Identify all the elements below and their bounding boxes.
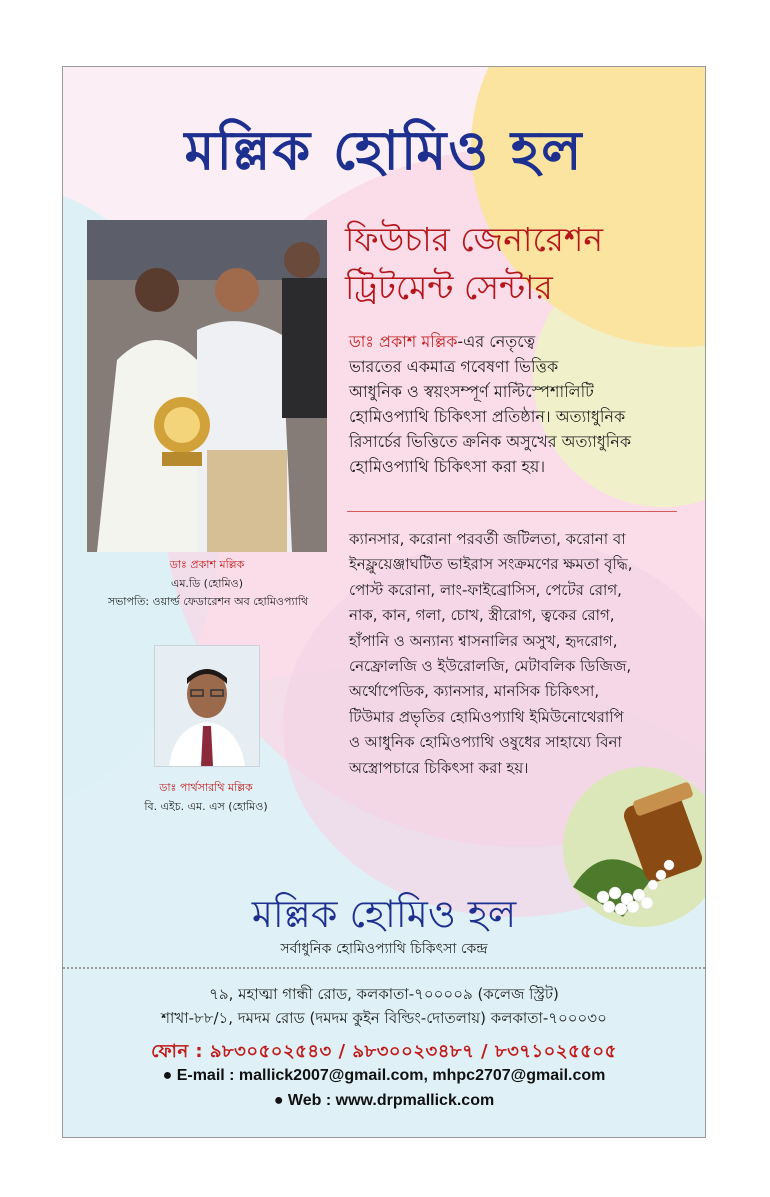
address-main: ৭৯, মহাত্মা গান্ধী রোড, কলকাতা-৭০০০০৯ (কলেজ স্ট্রিট) — [209, 985, 559, 1003]
advertisement — [62, 66, 706, 1138]
email-addresses: ● E-mail : mallick2007@gmail.com, mhpc2707@gmail.com — [162, 1067, 606, 1084]
intro-first-line-text: -এর নেতৃত্বে — [457, 332, 536, 351]
website: ● Web : www.drpmallick.com — [273, 1092, 495, 1109]
intro-line: রিসার্চের ভিত্তিতে ক্রনিক অসুখের অত্যাধুনিক — [349, 432, 632, 451]
subtitle-line2: ট্রিটমেন্ট সেন্টার — [345, 268, 553, 307]
intro-doctor-name: ডাঃ প্রকাশ মল্লিক — [349, 332, 458, 351]
treatment-line: নেফ্রোলজি ও ইউরোলজি, মেটাবলিক ডিজিজ, — [349, 657, 632, 676]
doctor1-name: ডাঃ প্রকাশ মল্লিক — [169, 558, 245, 571]
intro-line: আধুনিক ও স্বয়ংসম্পূর্ণ মাল্টিস্পেশালিটি — [349, 382, 594, 401]
treatment-line: ক্যানসার, করোনা পরবর্তী জটিলতা, করোনা বা — [349, 530, 626, 548]
doctor2-photo — [154, 645, 260, 767]
address-branch: শাখা-৮৮/১, দমদম রোড (দমদম কুইন বিল্ডিং-দোতলায়) কলকাতা-৭০০০৩০ — [161, 1009, 607, 1027]
phone-numbers: ফোন : ৯৮৩০৫০২৫৪৩ / ৯৮৩০০২৩৪৮৭ / ৮৩৭১০২৫৫০৫ — [151, 1041, 617, 1062]
treatment-line: নাক, কান, গলা, চোখ, স্ত্রীরোগ, ত্বকের রোগ, — [349, 606, 615, 625]
portrait-illustration — [155, 646, 259, 766]
doctor1-post: সভাপতি: ওয়ার্ল্ড ফেডারেশন অব হোমিওপ্যাথি — [107, 595, 309, 608]
treatment-line: ইনফ্লুয়েঞ্জাঘটিত ভাইরাস সংক্রমণের ক্ষমতা বৃদ্ধি, — [349, 555, 633, 574]
doctor2-degree: বি. এইচ. এম. এস (হোমিও) — [144, 800, 268, 813]
treatment-line: টিউমার প্রভৃতির হোমিওপ্যাথি ইমিউনোথেরাপি — [349, 707, 624, 726]
footer-title: মল্লিক হোমিও হল — [251, 892, 517, 936]
intro-first-line — [349, 329, 679, 354]
dotted-divider — [63, 967, 705, 969]
intro-line: হোমিওপ্যাথি চিকিৎসা প্রতিষ্ঠান। অত্যাধুনিক — [349, 407, 626, 426]
doctor2-name: ডাঃ পার্থসারথি মল্লিক — [159, 781, 253, 794]
doctor1-degree: এম.ডি (হোমিও) — [170, 577, 244, 590]
treatments-list — [349, 527, 679, 781]
intro-line: হোমিওপ্যাথি চিকিৎসা করা হয়। — [349, 457, 546, 476]
treatment-line: অর্থোপেডিক, ক্যানসার, মানসিক চিকিৎসা, — [349, 682, 600, 701]
footer-tagline: সর্বাধুনিক হোমিওপ্যাথি চিকিৎসা কেন্দ্র — [280, 941, 488, 957]
treatment-line: ও আধুনিক হোমিওপ্যাথি ওষুধের সাহায্যে বিনা — [349, 733, 622, 752]
treatment-line: হাঁপানি ও অন্যান্য শ্বাসনালির অসুখ, হৃদরোগ, — [349, 631, 618, 650]
subtitle-line1: ফিউচার জেনারেশন — [345, 220, 604, 259]
divider — [347, 511, 677, 512]
intro-line: ভারতের একমাত্র গবেষণা ভিত্তিক — [349, 357, 559, 376]
award-photo — [87, 220, 327, 552]
treatment-line: অস্ত্রোপচারে চিকিৎসা করা হয়। — [349, 758, 529, 777]
treatment-line: পোস্ট করোনা, লাং-ফাইব্রোসিস, পেটের রোগ, — [349, 580, 622, 599]
main-title: মল্লিক হোমিও হল — [184, 118, 584, 182]
award-photo-illustration — [87, 220, 327, 552]
